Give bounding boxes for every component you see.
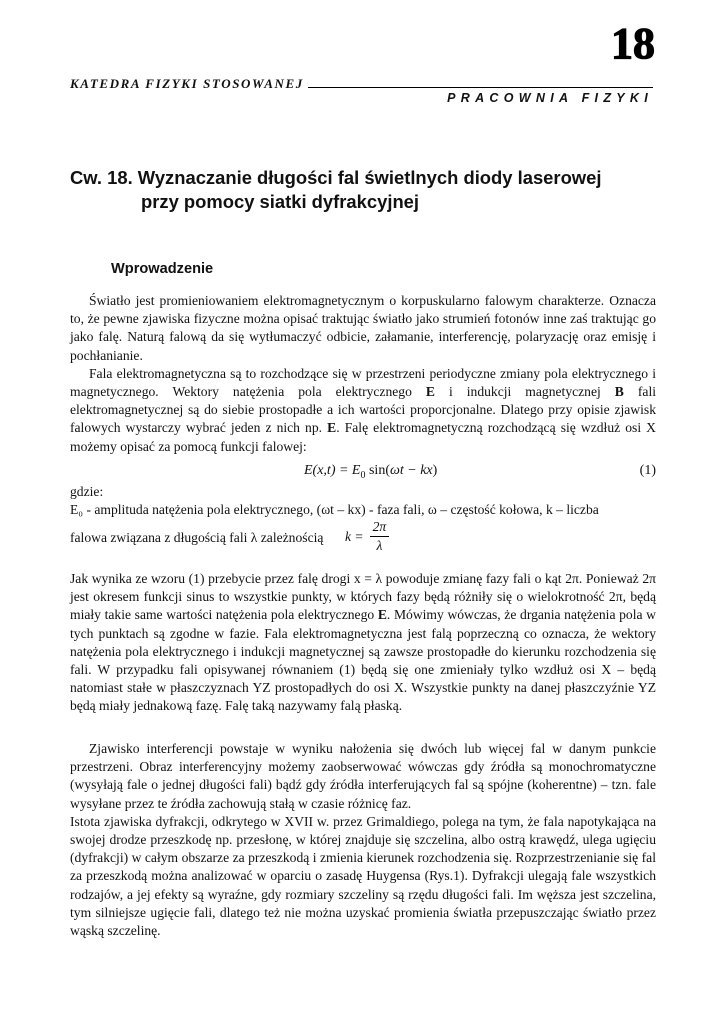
text-span: i indukcji magnetycznej [434,384,615,400]
vector-e: E [327,420,337,436]
text-span: Jak wynika ze wzoru (1) przebycie przez falę drogi x = λ powoduje zmianę fazy fali o kąt 2π. Ponieważ 2π jest okresem funkcji sinus to wszystkie punkty, w których fazy będą różniły się o wielokrotność 2π, będą miały takie same wartości natężenia pola elektrycznego [70,571,656,623]
lab-name: PRACOWNIA FIZYKI [447,91,653,105]
eq-lhs: E(x,t) = E [304,463,361,478]
vector-b: B [614,384,624,400]
exercise-title [70,166,670,214]
wave-paragraph [70,570,656,716]
department-name: KATEDRA FIZYKI STOSOWANEJ [70,76,304,91]
interference-text [70,740,656,940]
text-span: . Mówimy wówczas, że drgania natężenia pola w tych punktach są zgodne w fazie. Fala elektromagnetyczna jest falą poprzeczną co oznacza, że wektory natężenia pola elektrycznego i indukcji magnetycznej są zawsze prostopadłe do kierunku rozchodzenia się fali. W przypadku fali opisywanej równaniem (1) będą się one zmieniały tylko wzdłuż osi X – będą natomiast stałe w płaszczyznach YZ prostopadłych do osi X. Wszystkie punkty na danej płaszczyźnie YZ będą miały jednakową fazę. Falę taką nazywamy falą płaską. [70,607,656,714]
header-rule [308,87,653,88]
wave-text [70,570,656,716]
vector-e: E [377,607,387,623]
intro-paragraph-1: Światło jest promieniowaniem elektromagnetycznym o korpuskularno falowym charakterze. Oznacza to, że pewne zjawiska fizyczne można opisać traktując światło jako strumień fotonów inne zaś traktując go jako falę. Naturą falową da się wytłumaczyć odbicie, załamanie, interferencję, polaryzację oraz emisję i pochłanianie. [70,293,656,363]
intro-paragraph-2 [70,365,656,456]
intro-text [70,292,656,456]
eq-close: ) [432,463,438,478]
title-line-2: przy pomocy siatki dyfrakcyjnej [141,191,420,212]
equation-number: (1) [639,463,656,478]
page-number: 18 [611,19,655,68]
where-definitions: E₀ - amplituda natężenia pola elektrycznego, (ωt – kx) - faza fali, ω – częstość kołowa, k – liczba [70,502,599,518]
fraction-denominator: λ [376,538,383,553]
text-span: fali elektromagnetycznej są do siebie prostopadłe a ich wartości proporcjonalne. Dlatego przy opisie zjawisk falowych wystarczy wybrać jeden z nich np. [70,384,656,436]
wavenumber-formula [345,518,389,555]
wavenumber-text: falowa związana z długością fali λ zależnością [70,530,324,545]
where-block [70,483,656,519]
department-header [70,72,653,92]
eq-subscript: 0 [360,469,366,481]
fraction [370,518,390,555]
equation-expression [304,463,437,481]
equation-1 [70,463,656,483]
k-lhs: k = [345,528,364,544]
text-span: . Falę elektromagnetyczną rozchodzącą się wzdłuż osi X możemy opisać za pomocą funkcji falowej: [70,420,656,454]
eq-sin: sin( [365,463,390,478]
eq-argument: ωt − kx [389,463,433,478]
where-label: gdzie: [70,484,104,499]
fraction-numerator: 2π [370,518,390,537]
diffraction-paragraph: Istota zjawiska dyfrakcji, odkrytego w XVII w. przez Grimaldiego, polega na tym, że fala napotykająca na swojej drodze przeszkodę np. przesłonę, w której znajduje się szczelina, albo ostrą krawędź, ulega ugięciu (dyfrakcji) w całym obszarze za przeszkodą i zmienia kierunek rozchodzenia się. Rozprzestrzenianie się fal za przeszkodą można analizować w oparciu o zasadę Huygensa (Rys.1). Dyfrakcji ulegają fale wszystkich rodzajów, a jej efekty są wyraźne, gdy rozmiary szczeliny są rzędu długości fali. Im węższa jest szczelina, tym silniejsze ugięcie fali, dlatego też nie można uzyskać promienia światła przepuszczając światło przez wąską szczelinę. [70,813,656,939]
vector-e: E [425,384,435,400]
interference-paragraph: Zjawisko interferencji powstaje w wyniku nałożenia się dwóch lub więcej fal w danym punkcie przestrzeni. Obraz interferencyjny możemy zaobserwować wówczas gdy źródła są monochromatyczne (wysyłają fale o jednej długości fali) bądź gdy źródła interferujących fal są spójne (koherentne) – tzn. fale wysyłane przez te źródła zachowują stałą w czasie różnicę faz. [70,741,656,811]
title-line-1: Cw. 18. Wyznaczanie długości fal świetlnych diody laserowej [70,167,602,188]
text-span: Fala elektromagnetyczna są to rozchodzące się w przestrzeni periodyczne zmiany pola elektrycznego i magnetycznego. Wektory natężenia pola elektrycznego [70,365,656,400]
wavenumber-relation [70,518,656,558]
section-heading: Wprowadzenie [111,261,214,277]
